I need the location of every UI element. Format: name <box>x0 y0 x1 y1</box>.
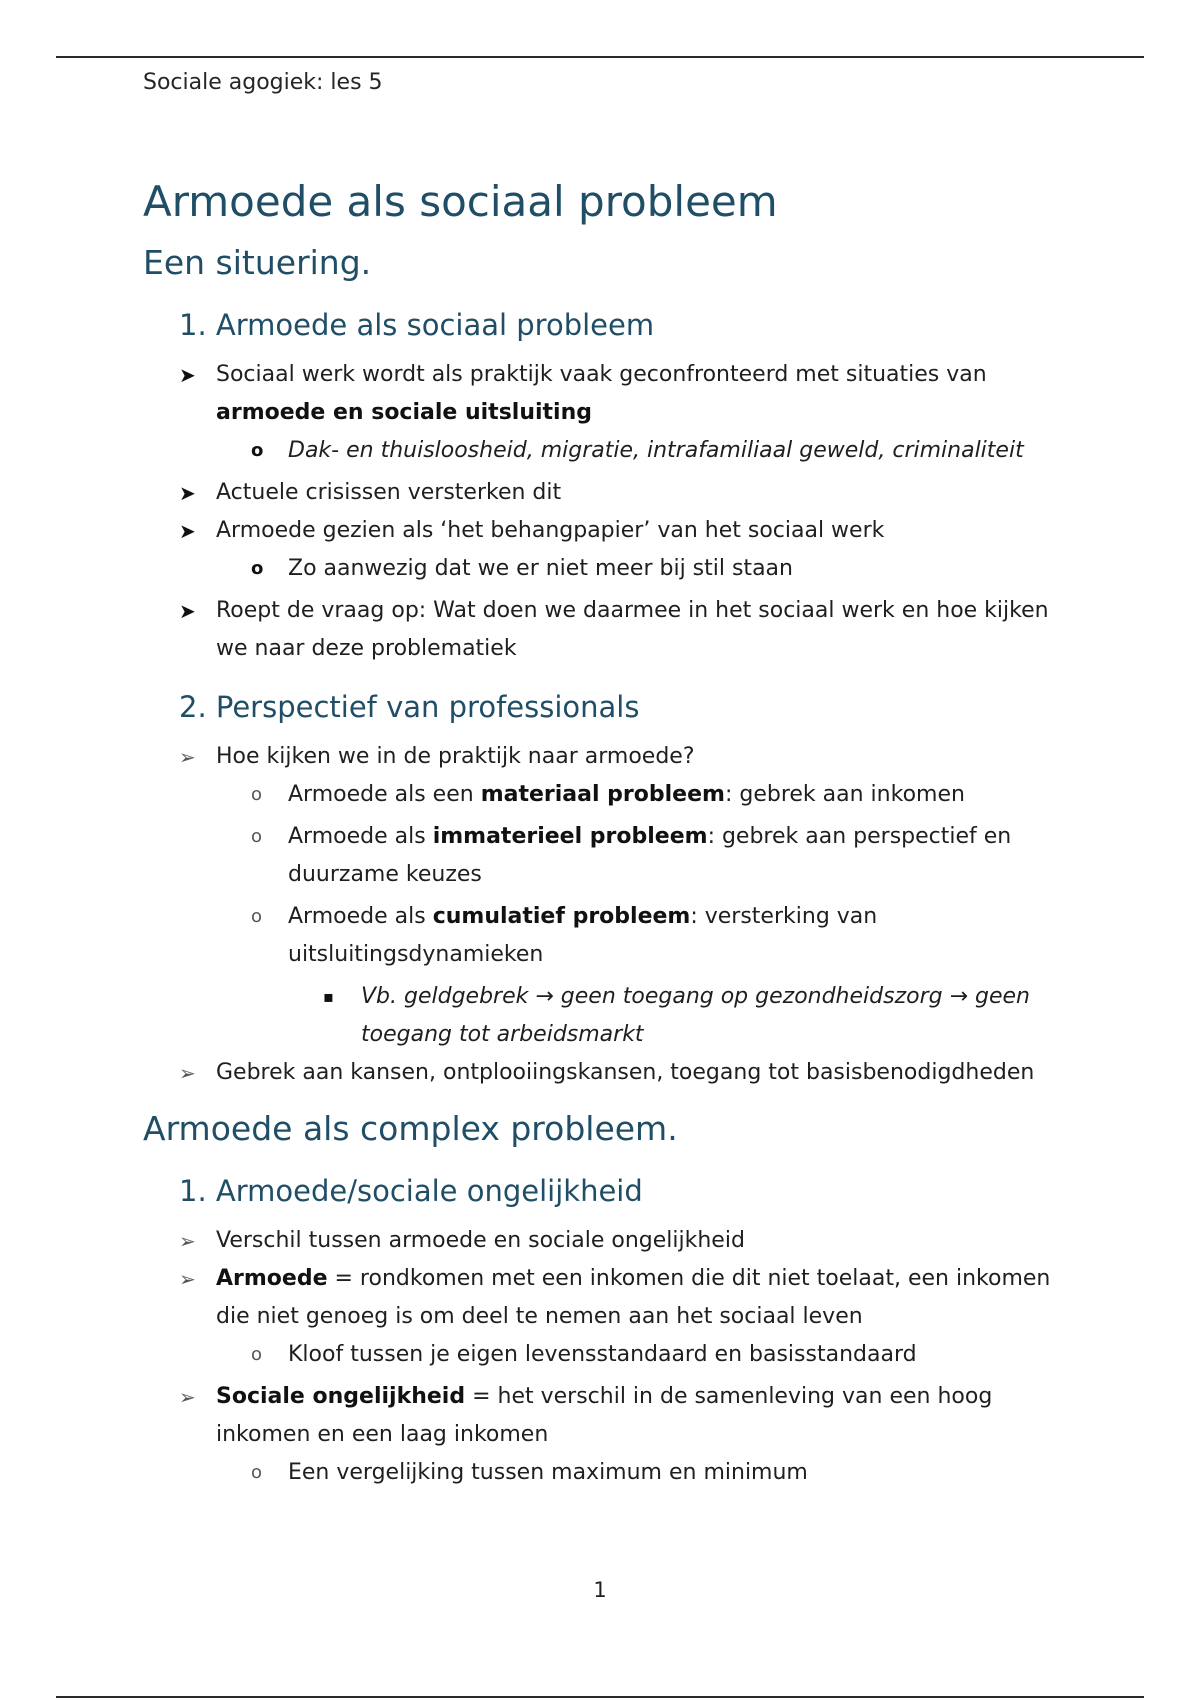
bullet-list <box>143 1222 1063 1492</box>
list-item: o Zo aanwezig dat we er niet meer bij stil staan <box>143 550 1063 588</box>
subheading-perspectief: 2. Perspectief van professionals <box>179 690 640 724</box>
square-bullet-icon: ▪ <box>323 987 334 1006</box>
section-heading-complex: Armoede als complex probleem. <box>143 1109 678 1148</box>
arrow-bullet-icon: ➢ <box>179 1229 196 1253</box>
arrow-bullet-icon: ➢ <box>179 1061 196 1085</box>
list-item: o Armoede als immaterieel probleem: gebrek aan perspectief en duurzame keuzes <box>143 818 1063 894</box>
list-item: o Kloof tussen je eigen levensstandaard en basisstandaard <box>143 1336 1063 1374</box>
bullet-list <box>143 356 1063 668</box>
document-body <box>143 172 1063 1492</box>
arrow-bullet-icon: ➤ <box>179 481 196 505</box>
page-header: Sociale agogiek: les 5 <box>143 70 383 95</box>
circle-bullet-icon: o <box>251 1344 263 1365</box>
list-item: o Dak- en thuisloosheid, migratie, intrafamiliaal geweld, criminaliteit <box>143 432 1063 470</box>
arrow-bullet-icon: ➤ <box>179 519 196 543</box>
list-item: ➢ Gebrek aan kansen, ontplooiingskansen, toegang tot basisbenodigdheden <box>143 1054 1063 1092</box>
list-item: ➢ Armoede = rondkomen met een inkomen die dit niet toelaat, een inkomen die niet genoeg is om deel te nemen aan het sociaal leven <box>143 1260 1063 1336</box>
circle-bullet-icon: o <box>251 906 263 927</box>
document-title: Armoede als sociaal probleem <box>143 177 778 226</box>
circle-bullet-icon: o <box>251 558 264 579</box>
list-item: o Een vergelijking tussen maximum en minimum <box>143 1454 1063 1492</box>
arrow-bullet-icon: ➢ <box>179 745 196 769</box>
circle-bullet-icon: o <box>251 440 264 461</box>
header-rule <box>56 56 1144 58</box>
list-item: ➢ Sociale ongelijkheid = het verschil in de samenleving van een hoog inkomen en een laag inkomen <box>143 1378 1063 1454</box>
circle-bullet-icon: o <box>251 826 263 847</box>
list-item: ➤ Actuele crisissen versterken dit <box>143 474 1063 512</box>
subheading-armoede-sociaal-probleem: 1. Armoede als sociaal probleem <box>179 308 655 342</box>
arrow-bullet-icon: ➢ <box>179 1267 196 1291</box>
page-number: 1 <box>593 1578 607 1602</box>
list-item: ➤ Roept de vraag op: Wat doen we daarmee in het sociaal werk en hoe kijken we naar deze problematiek <box>143 592 1063 668</box>
subheading-ongelijkheid: 1. Armoede/sociale ongelijkheid <box>179 1174 643 1208</box>
section-heading-situering: Een situering. <box>143 243 372 282</box>
arrow-bullet-icon: ➢ <box>179 1385 196 1409</box>
list-item: ➤ Sociaal werk wordt als praktijk vaak geconfronteerd met situaties van armoede en sociale uitsluiting <box>143 356 1063 432</box>
list-item: ➢ Verschil tussen armoede en sociale ongelijkheid <box>143 1222 1063 1260</box>
circle-bullet-icon: o <box>251 784 263 805</box>
list-item: ▪ Vb. geldgebrek → geen toegang op gezondheidszorg → geen toegang tot arbeidsmarkt <box>143 978 1063 1054</box>
arrow-bullet-icon: ➤ <box>179 599 196 623</box>
list-item: o Armoede als een materiaal probleem: gebrek aan inkomen <box>143 776 1063 814</box>
footer-rule <box>56 1696 1144 1698</box>
list-item: o Armoede als cumulatief probleem: versterking van uitsluitingsdynamieken <box>143 898 1063 974</box>
arrow-bullet-icon: ➤ <box>179 363 196 387</box>
circle-bullet-icon: o <box>251 1462 263 1483</box>
list-item: ➢ Hoe kijken we in de praktijk naar armoede? <box>143 738 1063 776</box>
bullet-list <box>143 738 1063 1092</box>
list-item: ➤ Armoede gezien als ‘het behangpapier’ van het sociaal werk <box>143 512 1063 550</box>
